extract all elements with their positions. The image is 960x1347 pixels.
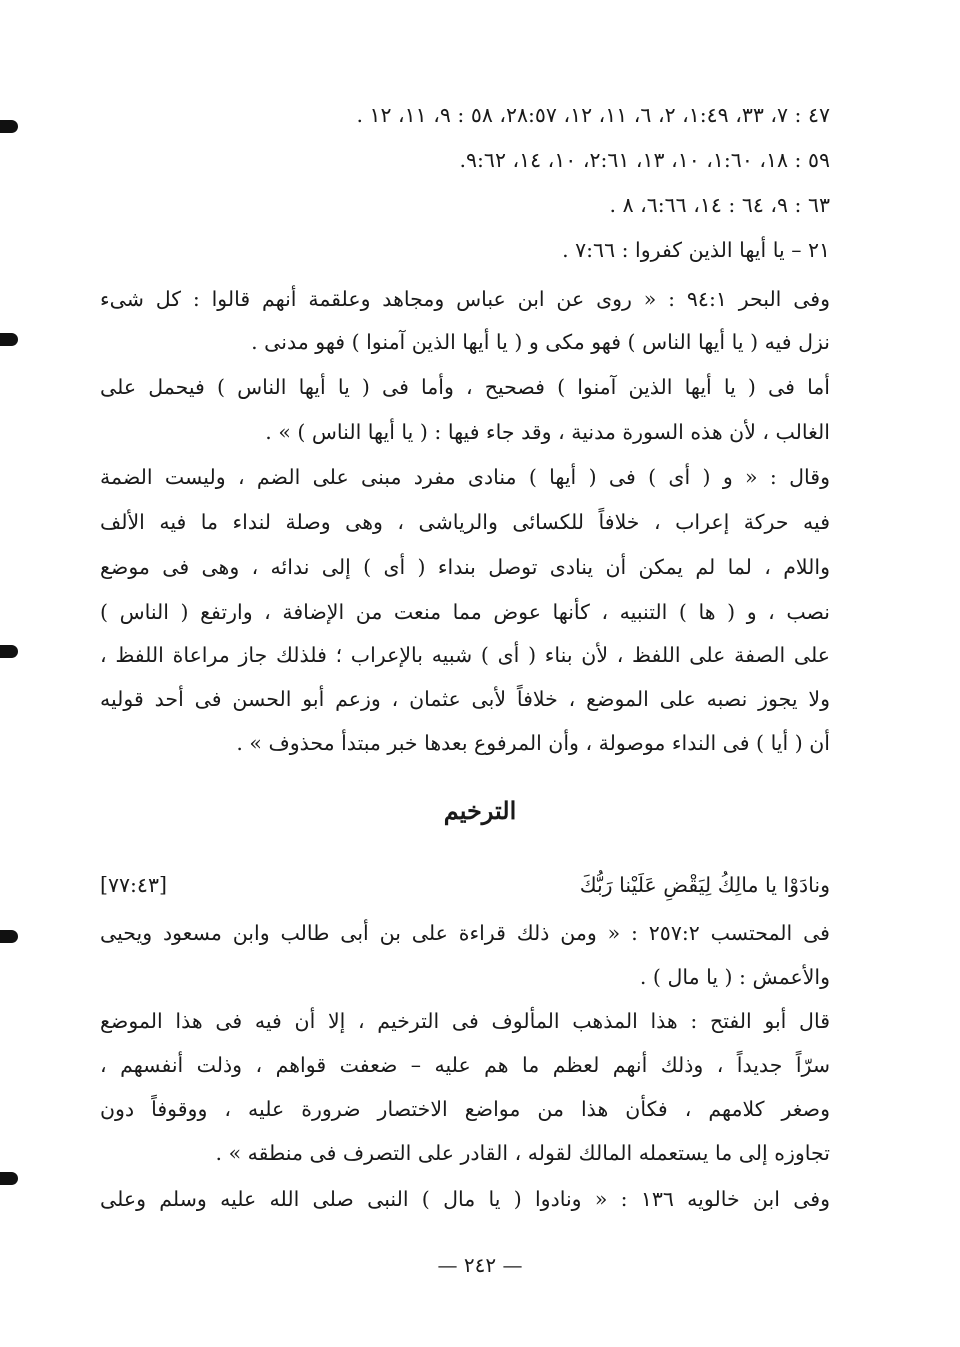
text-line: أما فى ( يا أيها الذين آمنوا ) فصحيح ، وأما فى ( يا أيها الناس ) فيحمل على [100,375,830,399]
text-line: على الصفة على اللفظ ، لأن بناء ( أى ) شبيه بالإعراب ؛ فلذلك جاز مراعاة اللفظ ، [100,643,830,667]
text-line: ولا يجوز نصبه على الموضع ، خلافاً لأبى عثمان ، وزعم أبو الحسن فى أحد قوليه [100,687,830,711]
text-line: ٤٧ : ٧، ٣٣، ١:٤٩، ٢، ٦، ١١، ١٢، ٢٨:٥٧، ٥٨ : ٩، ١١، ١٢ . [356,103,830,127]
verse-reference: [٧٧:٤٣] [100,873,167,897]
quran-verse: ونادَوْا يا مالِكُ لِيَقْضِ عَلَيْنا رَبُّكَ [579,873,830,897]
text-line: وقال : « و ( أى ) فى ( أيها ) منادى مفرد مبنى على الضم ، وليست الضمة [100,465,830,489]
text-line: فى المحتسب ٢٥٧:٢ : « ومن ذلك قراءة على بن أبى طالب وابن مسعود ويحيى [100,921,830,945]
text-line: نصب ، و ( ها ) التنبيه ، كأنها عوض مما منعت من الإضافة ، وارتفع ( الناس ) [100,600,830,624]
text-line: ٦٣ : ٩، ٦٤ : ١٤، ٦:٦٦، ٨ . [609,193,830,217]
page-number: — ٢٤٢ — [437,1253,523,1277]
text-line: والأعمش : ( يا مال ) . [639,965,830,989]
binding-mark [0,120,18,133]
text-line: نزل فيه ( يا أيها الناس ) فهو مكى و ( يا أيها الذين آمنوا ) فهو مدنى . [251,330,830,354]
text-line: ٥٩ : ١٨، ١:٦٠، ١٠، ١٣، ٢:٦١، ١٠، ١٤، ٩:٦٢. [459,148,830,172]
text-line: وصغر كلامهم ، فكأن هذا من مواضع الاختصار ضرورة عليه ، ووقوفاً دون [100,1097,830,1121]
section-title: الترخيم [443,796,517,825]
text-line: تجاوزه إلى ما يستعمله المالك لقوله ، القادر على التصرف فى منطقه » . [215,1141,830,1165]
text-line: فيه حركة إعراب ، خلافاً للكسائى والرياشى ، وهى وصلة لنداء ما فيه الألف [100,510,830,534]
binding-mark [0,333,18,346]
text-line: سرّاً جديداً ، وذلك أنهم لعظم ما هم عليه – ضعفت قواهم ، وذلت أنفسهم ، [100,1053,830,1077]
binding-mark [0,930,18,943]
binding-mark [0,645,18,658]
text-line: قال أبو الفتح : هذا المذهب المألوف فى الترخيم ، إلا أن فيه فى هذا الموضع [100,1009,830,1033]
text-line: وفى ابن خالويه ١٣٦ : « ونادوا ( يا مال ) النبى صلى الله عليه وسلم وعلى [100,1187,830,1211]
text-line: الغالب ، لأن هذه السورة مدنية ، وقد جاء فيها : ( يا أيها الناس ) » . [265,420,830,444]
text-line: واللام ، لما لم يمكن أن ينادى توصل بنداء ( أى ) إلى ندائه ، وهى فى موضع [100,555,830,579]
binding-mark [0,1172,18,1185]
text-line: ٢١ – يا أيها الذين كفروا : ٧:٦٦ . [562,238,830,262]
text-line: أن ( أيا ) فى النداء موصولة ، وأن المرفوع بعدها خبر مبتدأ محذوف » . [236,731,830,755]
text-line: وفى البحر ٩٤:١ : « روى عن ابن عباس ومجاهد وعلقمة أنهم قالوا : كل شىء [100,287,831,311]
